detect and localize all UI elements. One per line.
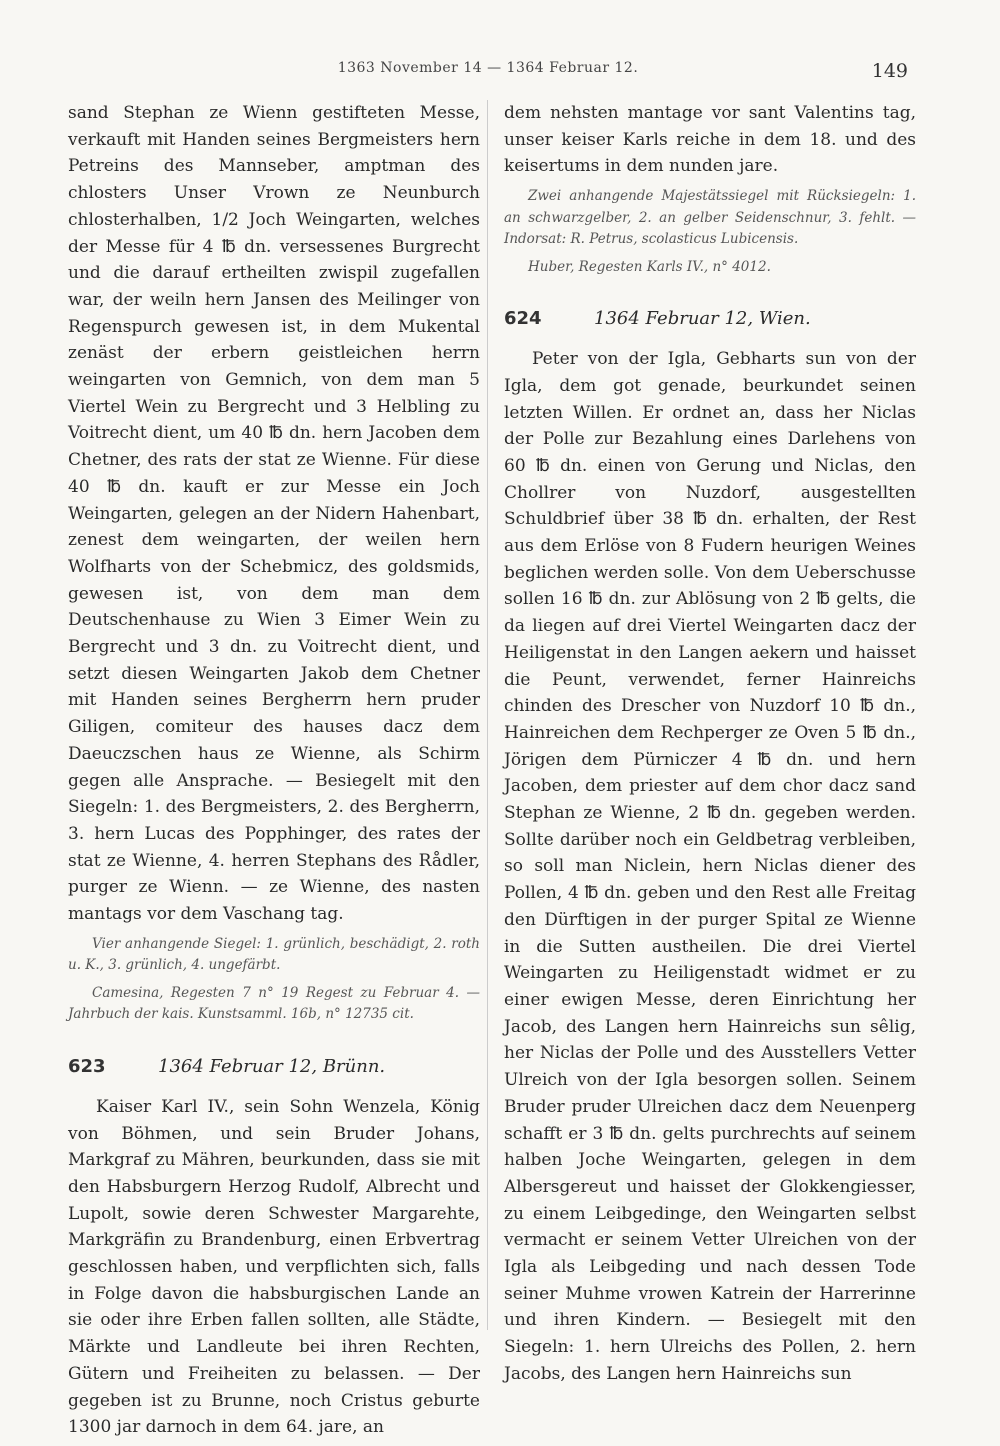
entry-date: 1364 Februar 12, Wien. xyxy=(594,308,811,330)
continued-entry-text: dem nehsten mantage vor sant Valentins tag, unser keiser Karls reiche in dem 18. und des keisertums in dem nunden jare. xyxy=(504,103,916,177)
entry-date: 1364 Februar 12, Brünn. xyxy=(158,1055,386,1077)
entry-number: 624 xyxy=(504,308,542,330)
entry-number: 623 xyxy=(68,1055,106,1077)
running-header xyxy=(68,60,908,84)
page-number: 149 xyxy=(871,60,908,82)
running-title: 1363 November 14 — 1364 Februar 12. xyxy=(337,60,639,76)
seal-note: Zwei anhangende Majestätssiegel mit Rücksiegeln: 1. an schwarzgelber, 2. an gelber Seidenschnur, 3. fehlt. — Indorsat: R. Petrus, scolasticus Lubicensis. xyxy=(504,188,916,248)
reference-note: Camesina, Regesten 7 n° 19 Regest zu Februar 4. — Jahrbuch der kais. Kunstsamml. 16b, n° 12735 cit. xyxy=(68,984,480,1023)
column-divider xyxy=(487,100,488,1330)
seal-note: Vier anhangende Siegel: 1. grünlich, beschädigt, 2. roth u. K., 3. grünlich, 4. ungefärbt. xyxy=(68,935,480,974)
left-column xyxy=(68,100,480,1441)
continued-entry-text: sand Stephan ze Wienn gestifteten Messe, verkauft mit Handen seines Bergmeisters hern Petreins des Mannseber, amptman des chlosters Unser Vrown ze Neunburch chlosterhalben, 1/2 Joch Weingarten, welches der Messe für 4 ℔ dn. versessenes Burgrecht und die darauf ertheilten zwispil zugefallen war, der weiln hern Jansen des Meilinger von Regenspurch gewesen ist, in dem Mukental zenäst der erbern geistleichen herrn weingarten von Gemnich, von dem man 5 Viertel Wein zu Bergrecht und 3 Helbling zu Voitrecht dient, um 40 ℔ dn. hern Jacoben dem Chetner, des rats der stat ze Wienne. Für diese 40 ℔ dn. kauft er zur Messe ein Joch Weingarten, gelegen an der Nidern Hahenbart, zenest dem weingarten, der weilen hern Wolfharts von der Schebmicz, des goldsmids, gewesen ist, von dem man dem Deutschenhause zu Wien 3 Eimer Wein zu Bergrecht und 3 dn. zu Voitrecht dient, und setzt diesen Weingarten Jakob dem Chetner mit Handen seines Bergherrn hern pruder Giligen, comiteur des hauses dacz dem Daeuczschen haus ze Wienne, als Schirm gegen alle Ansprache. — Besiegelt mit den Siegeln: 1. des Bergmeisters, 2. des Bergherrn, 3. hern Lucas des Popphinger, des rates der stat ze Wienne, 4. herren Stephans des Rådler, purger ze Wienn. — ze Wienne, des nasten mantags vor dem Vaschang tag. xyxy=(68,103,480,925)
right-column xyxy=(504,100,916,1388)
entry-text: Peter von der Igla, Gebharts sun von der Igla, dem got genade, beurkundet seinen letzten Willen. Er ordnet an, dass her Niclas der Polle zur Bezahlung eines Darlehens von 60 ℔ dn. einen von Gerung und Niclas, den Chollrer von Nuzdorf, ausgestellten Schuldbrief über 38 ℔ dn. erhalten, der Rest aus dem Erlöse von 8 Fudern heurigen Weines beglichen werden solle. Von dem Ueberschusse sollen 16 ℔ dn. zur Ablösung von 2 ℔ gelts, die da liegen auf drei Viertel Weingarten dacz der Heiligenstat in den Langen aekern und haisset die Peunt, verwendet, ferner Hainreichs chinden des Drescher von Nuzdorf 10 ℔ dn., Hainreichen dem Rechperger ze Oven 5 ℔ dn., Jörigen dem Pürniczer 4 ℔ dn. und hern Jacoben, dem priester auf dem chor dacz sand Stephan ze Wienne, 2 ℔ dn. gegeben werden. Sollte darüber noch ein Geldbetrag verbleiben, so soll man Niclein, hern Niclas diener des Pollen, 4 ℔ dn. geben und den Rest alle Freitag den Dürftigen in der purger Spital ze Wienne in die Sutten austheilen. Die drei Viertel Weingarten zu Heiligenstadt widmet er zu einer ewigen Messe, deren Einrichtung her Jacob, des Langen hern Hainreichs sun sêlig, her Niclas der Polle und des Ausstellers Vetter Ulreich von der Igla besorgen sollen. Seinem Bruder pruder Ulreichen dacz dem Neuenperg schafft er 3 ℔ dn. gelts purchrechts auf seinem halben Joche Weingarten, gelegen in dem Albersgereut und haisset der Glokkengiesser, zu einem Leibgedinge, den Weingarten selbst vermacht er seinem Vetter Ulreichen von der Igla als Leibgeding und nach dessen Tode seiner Muhme vrowen Katrein der Harrerinne und ihren Kindern. — Besiegelt mit den Siegeln: 1. hern Ulreichs des Pollen, 2. hern Jacobs, des Langen hern Hainreichs sun xyxy=(504,349,916,1384)
reference-note: Huber, Regesten Karls IV., n° 4012. xyxy=(528,258,771,275)
entry-heading xyxy=(68,1054,480,1082)
entry-heading xyxy=(504,306,916,334)
entry-text: Kaiser Karl IV., sein Sohn Wenzela, König von Böhmen, und sein Bruder Johans, Markgraf zu Mähren, beurkunden, dass sie mit den Habsburgern Herzog Rudolf, Albrecht und Lupolt, sowie deren Schwester Margarehte, Markgräfin zu Brandenburg, einen Erbvertrag geschlossen haben, und verpflichten sich, falls in Folge davon die habsburgischen Lande an sie oder ihre Erben fallen sollten, alle Städte, Märkte und Landleute bei ihren Rechten, Gütern und Freiheiten zu belassen. — Der gegeben ist zu Brunne, noch Cristus geburte 1300 jar darnoch in dem 64. jare, an xyxy=(68,1096,480,1438)
